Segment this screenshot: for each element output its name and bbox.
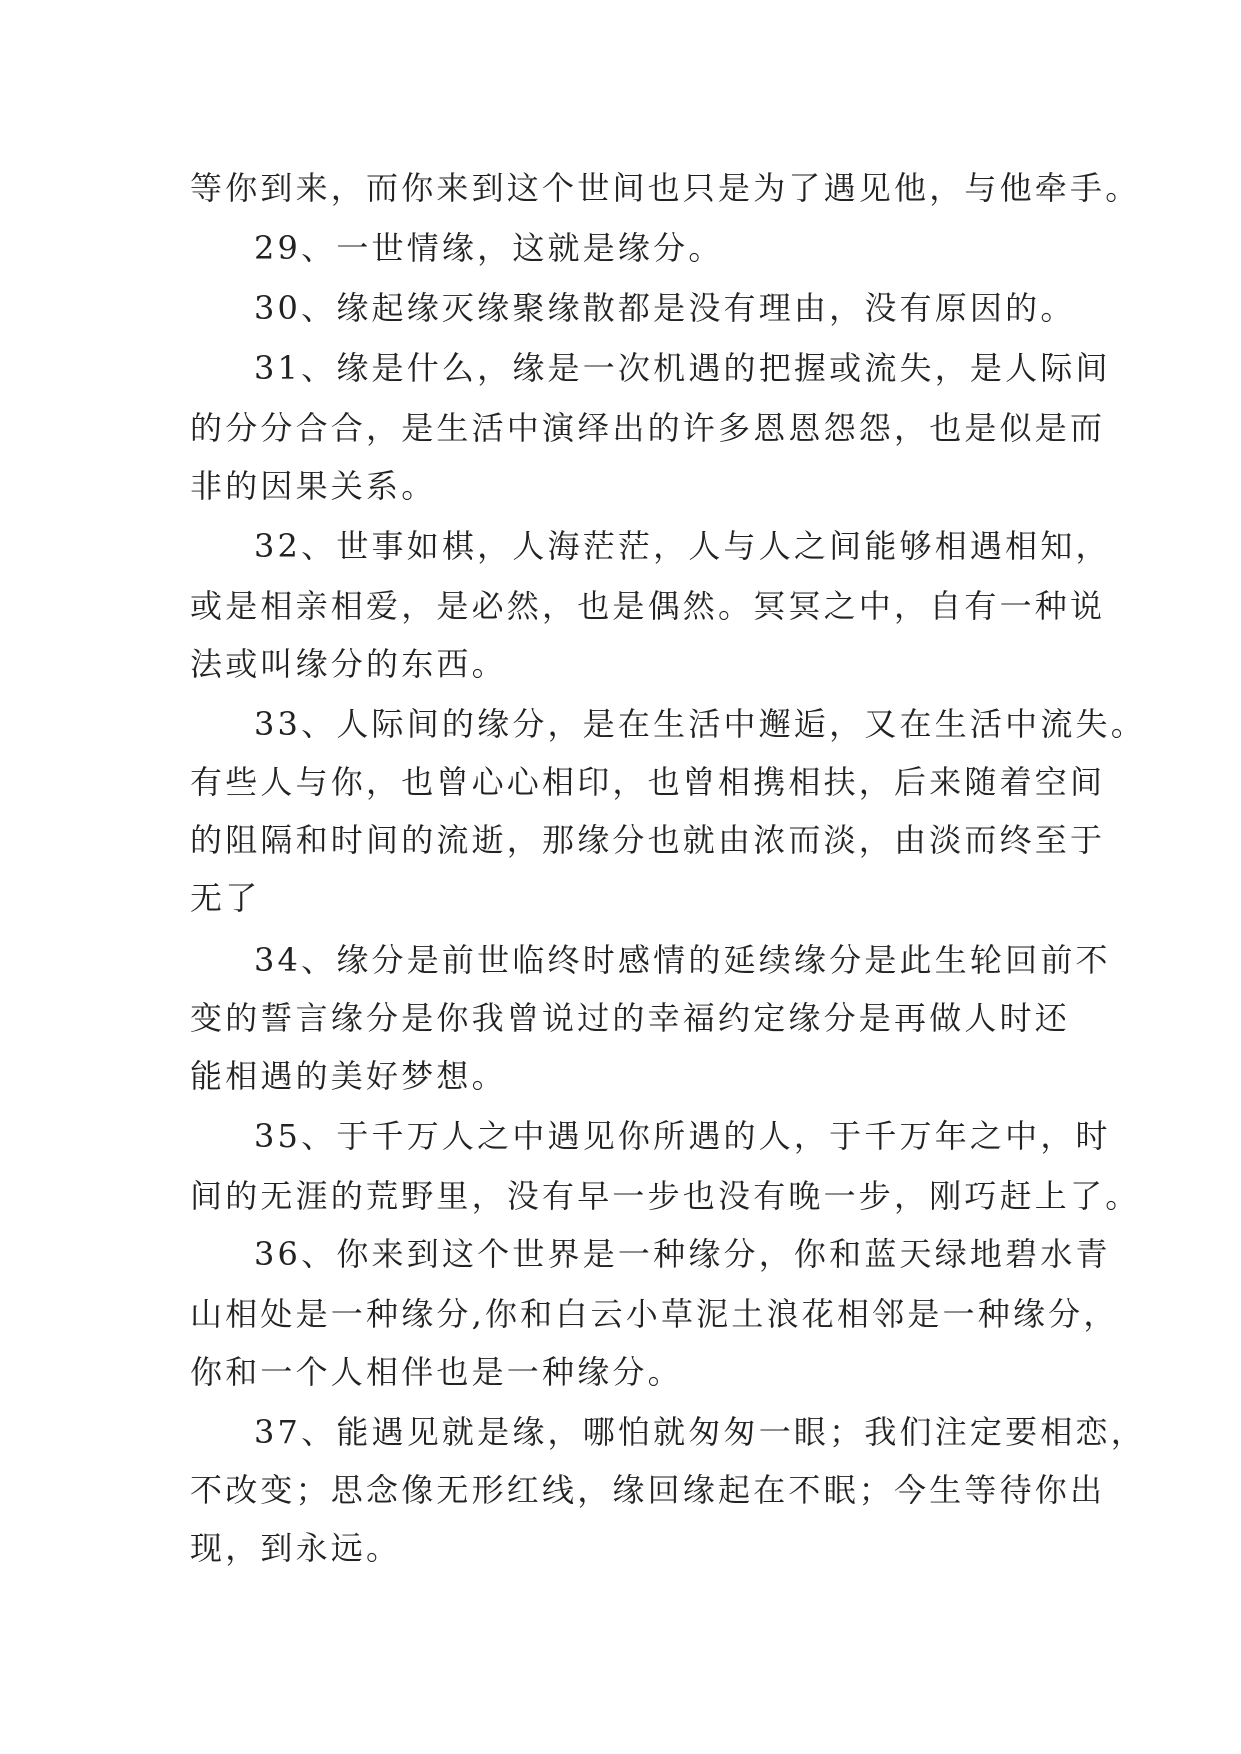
text-line: 34、缘分是前世临终时感情的延续缘分是此生轮回前不 xyxy=(254,941,1111,979)
text-line: 32、世事如棋，人海茫茫，人与人之间能够相遇相知， xyxy=(254,527,1111,565)
text-line: 33、人际间的缘分，是在生活中邂逅，又在生活中流失。 xyxy=(254,705,1146,743)
text-line: 你和一个人相伴也是一种缘分。 xyxy=(190,1353,683,1391)
text-line: 的分分合合，是生活中演绎出的许多恩恩怨怨，也是似是而 xyxy=(190,409,1106,447)
text-line: 35、于千万人之中遇见你所遇的人，于千万年之中，时 xyxy=(254,1117,1111,1155)
text-line: 37、能遇见就是缘，哪怕就匆匆一眼；我们注定要相恋， xyxy=(254,1413,1146,1451)
text-line: 或是相亲相爱，是必然，也是偶然。冥冥之中，自有一种说 xyxy=(190,587,1106,625)
text-line: 非的因果关系。 xyxy=(190,467,437,505)
text-line: 31、缘是什么，缘是一次机遇的把握或流失，是人际间 xyxy=(254,349,1111,387)
text-line: 山相处是一种缘分,你和白云小草泥土浪花相邻是一种缘分， xyxy=(190,1295,1119,1333)
text-line: 现，到永远。 xyxy=(190,1529,402,1567)
text-line: 有些人与你，也曾心心相印，也曾相携相扶，后来随着空间 xyxy=(190,763,1106,801)
text-line: 无了 xyxy=(190,879,261,917)
text-line: 法或叫缘分的东西。 xyxy=(190,645,507,683)
text-line: 间的无涯的荒野里，没有早一步也没有晚一步，刚巧赶上了。 xyxy=(190,1177,1141,1215)
text-line: 29、一世情缘，这就是缘分。 xyxy=(254,229,724,267)
text-line: 变的誓言缘分是你我曾说过的幸福约定缘分是再做人时还 xyxy=(190,999,1071,1037)
text-line: 能相遇的美好梦想。 xyxy=(190,1057,507,1095)
text-line: 的阻隔和时间的流逝，那缘分也就由浓而淡，由淡而终至于 xyxy=(190,821,1106,859)
text-line: 36、你来到这个世界是一种缘分，你和蓝天绿地碧水青 xyxy=(254,1235,1111,1273)
text-line: 30、缘起缘灭缘聚缘散都是没有理由，没有原因的。 xyxy=(254,289,1076,327)
text-line: 不改变；思念像无形红线，缘回缘起在不眠；今生等待你出 xyxy=(190,1471,1106,1509)
text-line: 等你到来，而你来到这个世间也只是为了遇见他，与他牵手。 xyxy=(190,169,1141,207)
